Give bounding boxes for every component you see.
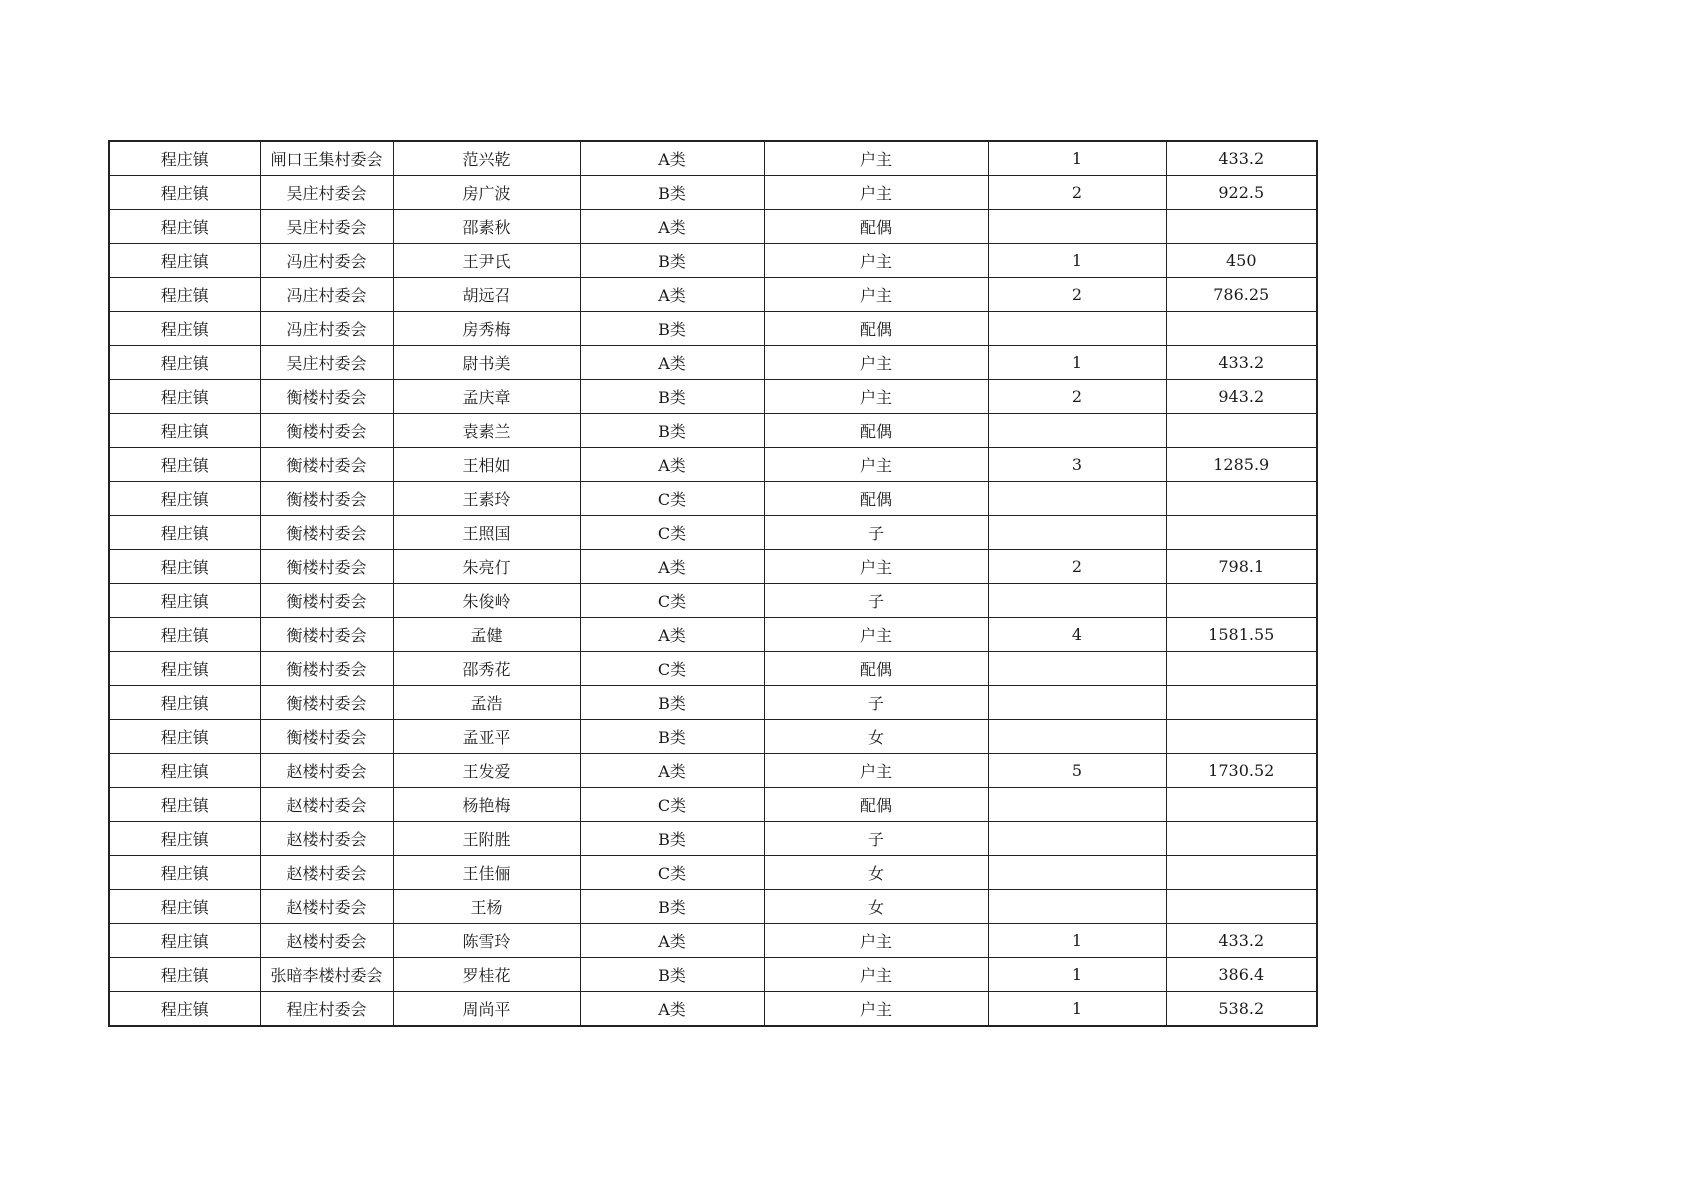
table-row xyxy=(109,822,1317,856)
household-count-cell: 1 xyxy=(988,244,1166,278)
category-cell: B类 xyxy=(580,822,764,856)
table-row xyxy=(109,652,1317,686)
relation-cell: 户主 xyxy=(764,992,988,1027)
relation-cell: 户主 xyxy=(764,550,988,584)
village-cell: 衡楼村委会 xyxy=(260,686,393,720)
town-cell: 程庄镇 xyxy=(109,720,260,754)
town-cell: 程庄镇 xyxy=(109,686,260,720)
name-cell: 陈雪玲 xyxy=(393,924,580,958)
village-cell: 赵楼村委会 xyxy=(260,890,393,924)
category-cell: A类 xyxy=(580,924,764,958)
relation-cell: 子 xyxy=(764,584,988,618)
village-cell: 吴庄村委会 xyxy=(260,346,393,380)
amount-cell xyxy=(1166,856,1317,890)
category-cell: B类 xyxy=(580,414,764,448)
village-cell: 冯庄村委会 xyxy=(260,312,393,346)
amount-cell xyxy=(1166,516,1317,550)
name-cell: 王杨 xyxy=(393,890,580,924)
category-cell: B类 xyxy=(580,380,764,414)
household-count-cell xyxy=(988,516,1166,550)
table-row xyxy=(109,380,1317,414)
village-cell: 衡楼村委会 xyxy=(260,414,393,448)
village-cell: 冯庄村委会 xyxy=(260,244,393,278)
household-count-cell xyxy=(988,890,1166,924)
amount-cell: 450 xyxy=(1166,244,1317,278)
category-cell: A类 xyxy=(580,210,764,244)
town-cell: 程庄镇 xyxy=(109,924,260,958)
household-count-cell: 1 xyxy=(988,958,1166,992)
name-cell: 朱亮仃 xyxy=(393,550,580,584)
village-cell: 衡楼村委会 xyxy=(260,652,393,686)
amount-cell xyxy=(1166,414,1317,448)
relation-cell: 女 xyxy=(764,856,988,890)
category-cell: C类 xyxy=(580,482,764,516)
amount-cell xyxy=(1166,312,1317,346)
relation-cell: 女 xyxy=(764,890,988,924)
relation-cell: 配偶 xyxy=(764,482,988,516)
table-row xyxy=(109,448,1317,482)
category-cell: C类 xyxy=(580,652,764,686)
town-cell: 程庄镇 xyxy=(109,822,260,856)
name-cell: 袁素兰 xyxy=(393,414,580,448)
table-row xyxy=(109,346,1317,380)
household-count-cell: 2 xyxy=(988,380,1166,414)
roster-body xyxy=(109,141,1317,1026)
table-row xyxy=(109,992,1317,1027)
relation-cell: 户主 xyxy=(764,380,988,414)
category-cell: A类 xyxy=(580,448,764,482)
household-count-cell xyxy=(988,686,1166,720)
village-cell: 衡楼村委会 xyxy=(260,516,393,550)
roster-table xyxy=(108,140,1318,1027)
village-cell: 赵楼村委会 xyxy=(260,788,393,822)
amount-cell: 1581.55 xyxy=(1166,618,1317,652)
town-cell: 程庄镇 xyxy=(109,278,260,312)
amount-cell xyxy=(1166,788,1317,822)
village-cell: 吴庄村委会 xyxy=(260,176,393,210)
town-cell: 程庄镇 xyxy=(109,856,260,890)
relation-cell: 配偶 xyxy=(764,788,988,822)
category-cell: B类 xyxy=(580,176,764,210)
village-cell: 衡楼村委会 xyxy=(260,380,393,414)
relation-cell: 子 xyxy=(764,686,988,720)
name-cell: 房秀梅 xyxy=(393,312,580,346)
table-row xyxy=(109,958,1317,992)
village-cell: 程庄村委会 xyxy=(260,992,393,1027)
table-row xyxy=(109,482,1317,516)
household-count-cell: 1 xyxy=(988,141,1166,176)
town-cell: 程庄镇 xyxy=(109,584,260,618)
town-cell: 程庄镇 xyxy=(109,210,260,244)
relation-cell: 女 xyxy=(764,720,988,754)
category-cell: C类 xyxy=(580,788,764,822)
relation-cell: 户主 xyxy=(764,141,988,176)
amount-cell: 433.2 xyxy=(1166,346,1317,380)
village-cell: 衡楼村委会 xyxy=(260,618,393,652)
name-cell: 邵素秋 xyxy=(393,210,580,244)
category-cell: A类 xyxy=(580,550,764,584)
table-row xyxy=(109,176,1317,210)
town-cell: 程庄镇 xyxy=(109,141,260,176)
town-cell: 程庄镇 xyxy=(109,482,260,516)
village-cell: 衡楼村委会 xyxy=(260,448,393,482)
town-cell: 程庄镇 xyxy=(109,312,260,346)
household-count-cell xyxy=(988,482,1166,516)
relation-cell: 子 xyxy=(764,822,988,856)
category-cell: B类 xyxy=(580,244,764,278)
name-cell: 王发爱 xyxy=(393,754,580,788)
amount-cell: 433.2 xyxy=(1166,924,1317,958)
village-cell: 闸口王集村委会 xyxy=(260,141,393,176)
village-cell: 衡楼村委会 xyxy=(260,482,393,516)
name-cell: 孟庆章 xyxy=(393,380,580,414)
name-cell: 孟浩 xyxy=(393,686,580,720)
category-cell: A类 xyxy=(580,992,764,1027)
category-cell: B类 xyxy=(580,890,764,924)
category-cell: C类 xyxy=(580,856,764,890)
amount-cell: 538.2 xyxy=(1166,992,1317,1027)
table-row xyxy=(109,686,1317,720)
name-cell: 房广波 xyxy=(393,176,580,210)
name-cell: 王附胜 xyxy=(393,822,580,856)
name-cell: 王相如 xyxy=(393,448,580,482)
table-row xyxy=(109,924,1317,958)
household-count-cell: 1 xyxy=(988,346,1166,380)
village-cell: 赵楼村委会 xyxy=(260,924,393,958)
amount-cell xyxy=(1166,720,1317,754)
category-cell: B类 xyxy=(580,720,764,754)
amount-cell xyxy=(1166,584,1317,618)
category-cell: B类 xyxy=(580,312,764,346)
table-row xyxy=(109,312,1317,346)
household-count-cell xyxy=(988,822,1166,856)
table-row xyxy=(109,788,1317,822)
amount-cell: 798.1 xyxy=(1166,550,1317,584)
household-count-cell: 4 xyxy=(988,618,1166,652)
village-cell: 赵楼村委会 xyxy=(260,822,393,856)
town-cell: 程庄镇 xyxy=(109,414,260,448)
name-cell: 孟健 xyxy=(393,618,580,652)
household-count-cell xyxy=(988,312,1166,346)
name-cell: 杨艳梅 xyxy=(393,788,580,822)
category-cell: C类 xyxy=(580,516,764,550)
amount-cell: 1730.52 xyxy=(1166,754,1317,788)
household-count-cell: 2 xyxy=(988,550,1166,584)
household-count-cell xyxy=(988,414,1166,448)
relation-cell: 户主 xyxy=(764,244,988,278)
category-cell: A类 xyxy=(580,754,764,788)
amount-cell xyxy=(1166,686,1317,720)
amount-cell: 1285.9 xyxy=(1166,448,1317,482)
household-count-cell xyxy=(988,856,1166,890)
town-cell: 程庄镇 xyxy=(109,346,260,380)
name-cell: 胡远召 xyxy=(393,278,580,312)
amount-cell: 922.5 xyxy=(1166,176,1317,210)
household-count-cell: 1 xyxy=(988,924,1166,958)
household-count-cell: 3 xyxy=(988,448,1166,482)
town-cell: 程庄镇 xyxy=(109,652,260,686)
village-cell: 张暗李楼村委会 xyxy=(260,958,393,992)
village-cell: 衡楼村委会 xyxy=(260,584,393,618)
table-row xyxy=(109,550,1317,584)
amount-cell xyxy=(1166,822,1317,856)
name-cell: 朱俊岭 xyxy=(393,584,580,618)
amount-cell xyxy=(1166,482,1317,516)
town-cell: 程庄镇 xyxy=(109,890,260,924)
village-cell: 衡楼村委会 xyxy=(260,720,393,754)
amount-cell: 386.4 xyxy=(1166,958,1317,992)
relation-cell: 户主 xyxy=(764,278,988,312)
household-count-cell: 5 xyxy=(988,754,1166,788)
relation-cell: 户主 xyxy=(764,346,988,380)
town-cell: 程庄镇 xyxy=(109,788,260,822)
table-row xyxy=(109,244,1317,278)
name-cell: 罗桂花 xyxy=(393,958,580,992)
category-cell: B类 xyxy=(580,686,764,720)
village-cell: 吴庄村委会 xyxy=(260,210,393,244)
household-count-cell xyxy=(988,788,1166,822)
category-cell: A类 xyxy=(580,346,764,380)
relation-cell: 配偶 xyxy=(764,652,988,686)
table-row xyxy=(109,890,1317,924)
town-cell: 程庄镇 xyxy=(109,516,260,550)
table-row xyxy=(109,584,1317,618)
household-count-cell: 1 xyxy=(988,992,1166,1027)
name-cell: 王素玲 xyxy=(393,482,580,516)
category-cell: B类 xyxy=(580,958,764,992)
village-cell: 赵楼村委会 xyxy=(260,856,393,890)
amount-cell xyxy=(1166,652,1317,686)
village-cell: 冯庄村委会 xyxy=(260,278,393,312)
relation-cell: 户主 xyxy=(764,618,988,652)
household-count-cell xyxy=(988,584,1166,618)
town-cell: 程庄镇 xyxy=(109,618,260,652)
category-cell: A类 xyxy=(580,278,764,312)
amount-cell xyxy=(1166,210,1317,244)
table-row xyxy=(109,856,1317,890)
town-cell: 程庄镇 xyxy=(109,992,260,1027)
name-cell: 范兴乾 xyxy=(393,141,580,176)
table-row xyxy=(109,720,1317,754)
household-count-cell: 2 xyxy=(988,176,1166,210)
amount-cell: 943.2 xyxy=(1166,380,1317,414)
table-row xyxy=(109,754,1317,788)
amount-cell xyxy=(1166,890,1317,924)
relation-cell: 户主 xyxy=(764,176,988,210)
table-row xyxy=(109,210,1317,244)
town-cell: 程庄镇 xyxy=(109,550,260,584)
household-count-cell xyxy=(988,210,1166,244)
household-count-cell: 2 xyxy=(988,278,1166,312)
name-cell: 王佳俪 xyxy=(393,856,580,890)
table-row xyxy=(109,414,1317,448)
name-cell: 王照国 xyxy=(393,516,580,550)
relation-cell: 配偶 xyxy=(764,210,988,244)
relation-cell: 配偶 xyxy=(764,312,988,346)
household-count-cell xyxy=(988,652,1166,686)
town-cell: 程庄镇 xyxy=(109,754,260,788)
town-cell: 程庄镇 xyxy=(109,958,260,992)
roster-sheet xyxy=(108,140,1318,1027)
household-count-cell xyxy=(988,720,1166,754)
town-cell: 程庄镇 xyxy=(109,448,260,482)
table-row xyxy=(109,618,1317,652)
name-cell: 尉书美 xyxy=(393,346,580,380)
name-cell: 邵秀花 xyxy=(393,652,580,686)
table-row xyxy=(109,141,1317,176)
name-cell: 孟亚平 xyxy=(393,720,580,754)
name-cell: 王尹氏 xyxy=(393,244,580,278)
relation-cell: 子 xyxy=(764,516,988,550)
relation-cell: 户主 xyxy=(764,924,988,958)
amount-cell: 433.2 xyxy=(1166,141,1317,176)
town-cell: 程庄镇 xyxy=(109,380,260,414)
town-cell: 程庄镇 xyxy=(109,176,260,210)
table-row xyxy=(109,516,1317,550)
village-cell: 赵楼村委会 xyxy=(260,754,393,788)
town-cell: 程庄镇 xyxy=(109,244,260,278)
amount-cell: 786.25 xyxy=(1166,278,1317,312)
relation-cell: 户主 xyxy=(764,754,988,788)
relation-cell: 户主 xyxy=(764,448,988,482)
table-row xyxy=(109,278,1317,312)
village-cell: 衡楼村委会 xyxy=(260,550,393,584)
category-cell: C类 xyxy=(580,584,764,618)
category-cell: A类 xyxy=(580,618,764,652)
category-cell: A类 xyxy=(580,141,764,176)
relation-cell: 户主 xyxy=(764,958,988,992)
name-cell: 周尚平 xyxy=(393,992,580,1027)
relation-cell: 配偶 xyxy=(764,414,988,448)
